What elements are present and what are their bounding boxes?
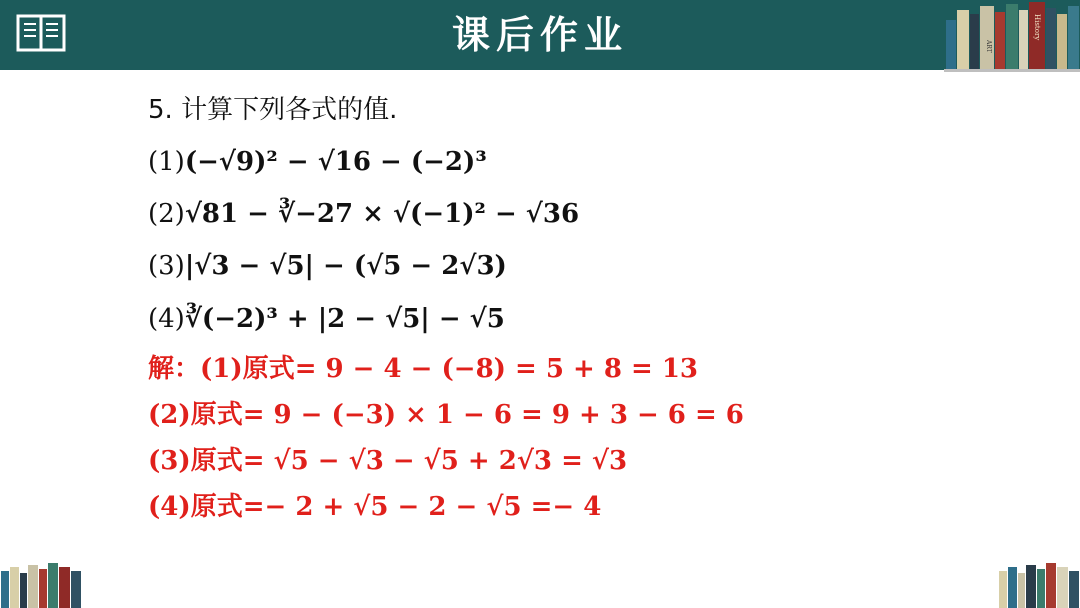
solution-text: 原式= √5 − √3 − √5 + 2√3 = √3: [190, 446, 628, 476]
page-title: 课后作业: [451, 13, 628, 57]
item-expression: ∛(−2)³ + |2 − √5| − √5: [184, 304, 505, 334]
item-label: (3): [148, 251, 185, 281]
bookshelf-illustration: [944, 0, 1080, 72]
problem-heading: 5. 计算下列各式的值.: [148, 95, 398, 125]
bookshelf-illustration-bottom-right: [998, 563, 1080, 608]
solution-line-3: [148, 438, 948, 484]
solution-text: 原式=− 2 + √5 − 2 − √5 =− 4: [190, 492, 602, 522]
item-expression: |√3 − √5| − (√5 − 2√3): [184, 251, 507, 281]
item-expression: (−√9)² − √16 − (−2)³: [184, 147, 487, 177]
problem-item-3: [148, 240, 948, 292]
item-expression: √81 − ∛−27 × √(−1)² − √36: [184, 199, 580, 229]
solution-label: 解：(1): [148, 354, 243, 384]
item-label: (4): [148, 304, 185, 334]
item-label: (2): [148, 199, 185, 229]
header-bar: [0, 0, 1080, 70]
solution-text: 原式= 9 − 4 − (−8) = 5 + 8 = 13: [242, 354, 699, 384]
bookshelf-illustration-bottom-left: [0, 563, 82, 608]
item-label: (1): [148, 147, 185, 177]
book-spine-history: History: [1033, 14, 1041, 41]
solution-label: (4): [148, 492, 191, 522]
solution-label: (3): [148, 446, 191, 476]
problem-item-4: [148, 292, 948, 346]
solution-text: 原式= 9 − (−3) × 1 − 6 = 9 + 3 − 6 = 6: [190, 400, 744, 430]
problem-item-2: [148, 188, 948, 240]
book-spine-art: ART: [985, 40, 992, 53]
solution-line-1: [148, 346, 948, 392]
solution-line-2: [148, 392, 948, 438]
problem-item-1: [148, 136, 948, 188]
solution-line-4: [148, 484, 948, 530]
problem-content: [148, 84, 948, 530]
solution-label: (2): [148, 400, 191, 430]
